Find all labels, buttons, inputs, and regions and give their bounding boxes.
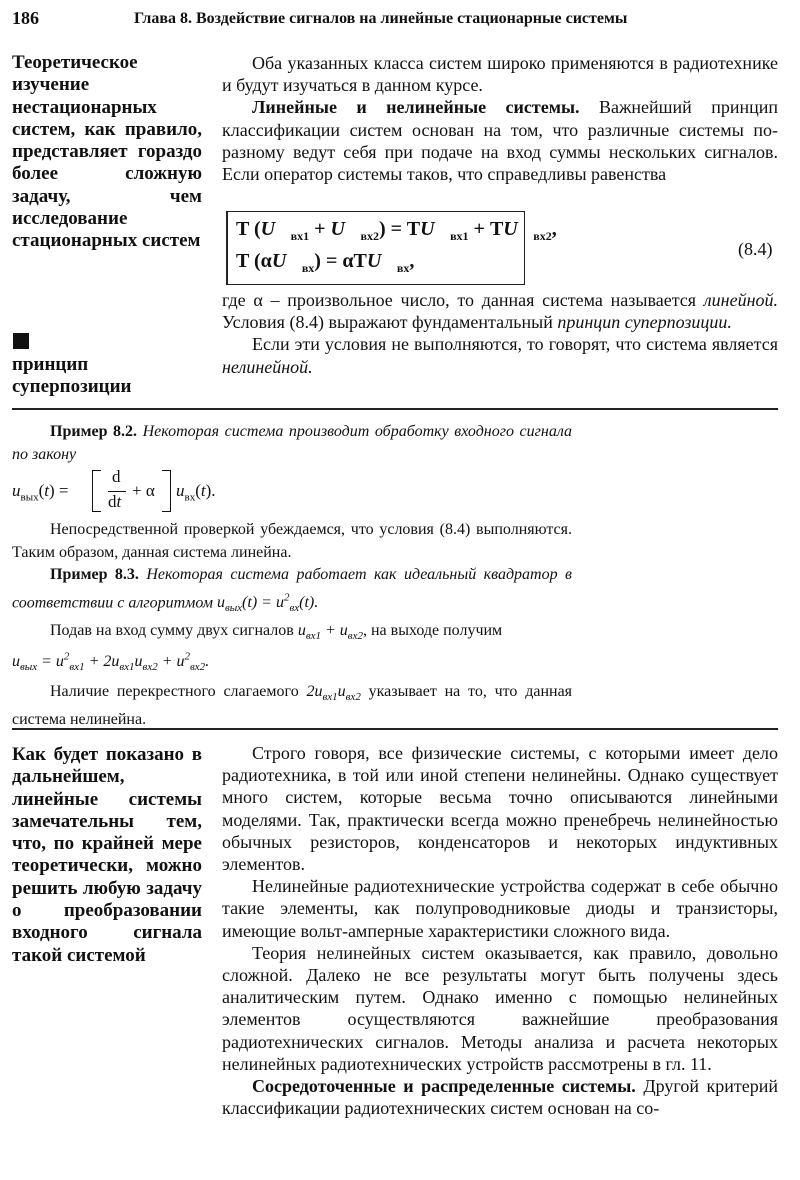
example-8-2-intro: Пример 8.2. Некоторая система производит обработку входного сигнала по закону — [12, 423, 572, 463]
squarer-output-equation: $u_{вых} = u^2_{вх1} + 2u_{вх1}u_{вх2} + u^2_{вх2}$. — [12, 651, 210, 674]
linearity-paragraph: Линейные и нелинейные системы. Важнейший принцип классификации систем основан на том, что различные системы по-разному ведут себя при подаче на вход суммы нескольких сигналов. Если оператор системы таков, что справедливы равенства — [222, 97, 778, 185]
example-label: Пример 8.3. — [50, 566, 139, 583]
section-heading-distributed: Сосредоточенные и распределенные системы. — [252, 1076, 636, 1097]
main-column-top — [222, 52, 778, 185]
equation-line-homogeneity: T $(\alpha U⃗_{вх})$ = $\alpha TU⃗_{вх}$, — [236, 250, 415, 275]
superposition-paragraph: где α – произвольное число, то данная система называется линейной. Условия (8.4) выражают фундаментальный принцип суперпозиции. — [222, 290, 778, 333]
main-column-bottom — [222, 742, 778, 1119]
superposition-equation-box — [226, 211, 557, 285]
page-header — [12, 8, 782, 32]
nonlinear-theory-paragraph: Теория нелинейных систем оказывается, как правило, довольно сложной. Далеко не все результаты могут быть получены здесь аналитическим путем. Однако именно с помощью нелинейных элементов осуществляются важнейшие преобразования радиотехнических сигналов. Методы анализа и расчета некоторых нелинейных радиотехнических устройств рассмотрены в гл. 11. — [222, 942, 778, 1074]
example-label: Пример 8.2. — [50, 423, 138, 440]
linearity-check-text: Непосредственной проверкой убеждаемся, что условия (8.4) выполняются. Таким образом, данная система линейна. — [12, 521, 572, 561]
physical-systems-paragraph: Строго говоря, все физические системы, с которыми имеет дело радиотехника, в той или иной степени нелинейны. Однако существует много систем, которые весьма точно описываются линейными моделями. Так, практически всегда можно пренебречь нелинейностью обычных резисторов, конденсаторов и некоторых индуктивных элементов. — [222, 743, 778, 875]
main-column-after-equation — [222, 289, 778, 378]
page-number: 186 — [12, 8, 39, 28]
bullet-square-icon — [13, 333, 29, 349]
distributed-systems-paragraph: Сосредоточенные и распределенные системы. Другой критерий классификации радиотехнических систем основан на со- — [222, 1076, 778, 1119]
example-8-2-and-8-3: Непосредственной проверкой убеждаемся, что условия (8.4) выполняются. Таким образом, данная система линейна. Пример 8.3. Некоторая система работает как идеальный квадратор в соответствии с алгоритмом $u_{вых}(t) = u^2_{вх}(t)$. Подав на вход сумму двух сигналов $u_{вх1} + u_{вх2}$, на выходе получим — [12, 521, 573, 642]
divider-top — [12, 408, 778, 410]
equation-line-additivity: T ($U⃗_{вх1}$ + $U⃗_{вх2}$) = $TU⃗_{вх1}$ + $TU⃗_{вх2}$, — [236, 218, 557, 243]
margin-note-nonstationary: Теоретическое изучение нестационарных систем, как правило, представляет гораздо более сложную задачу, чем исследование стационарных систем — [12, 52, 202, 252]
nonlinear-definition-paragraph: Если эти условия не выполняются, то говорят, что система является нелинейной. — [222, 334, 778, 377]
derivative-operator-equation: $u_{вых}(t)$ = d dt + α $u_{вх}(t)$. — [12, 467, 216, 511]
section-heading-linear: Линейные и нелинейные системы. — [252, 97, 580, 118]
margin-note-superposition: принцип суперпозиции — [12, 354, 132, 398]
divider-bottom — [12, 728, 778, 730]
running-title: Глава 8. Воздействие сигналов на линейные стационарные системы — [134, 10, 628, 27]
example-8-3-conclusion: Наличие перекрестного слагаемого $2u_{вх1}u_{вх2}$ указывает на то, что данная система нелинейна. — [12, 683, 573, 728]
margin-note-linear-systems: Как будет показано в дальнейшем, линейные системы замечательны тем, что, по крайней мере теоретически, можно решить любую задачу о преобразовании входного сигнала такой системой — [12, 744, 202, 966]
intro-paragraph: Оба указанных класса систем широко применяются в радиотехнике и будут изучаться в данном курсе. — [222, 53, 778, 96]
equation-number: (8.4) — [738, 239, 773, 259]
nonlinear-devices-paragraph: Нелинейные радиотехнические устройства содержат в себе обычно такие элементы, как полупроводниковые диоды и транзисторы, имеющие вольт-амперные характеристики сложного вида. — [222, 876, 778, 941]
